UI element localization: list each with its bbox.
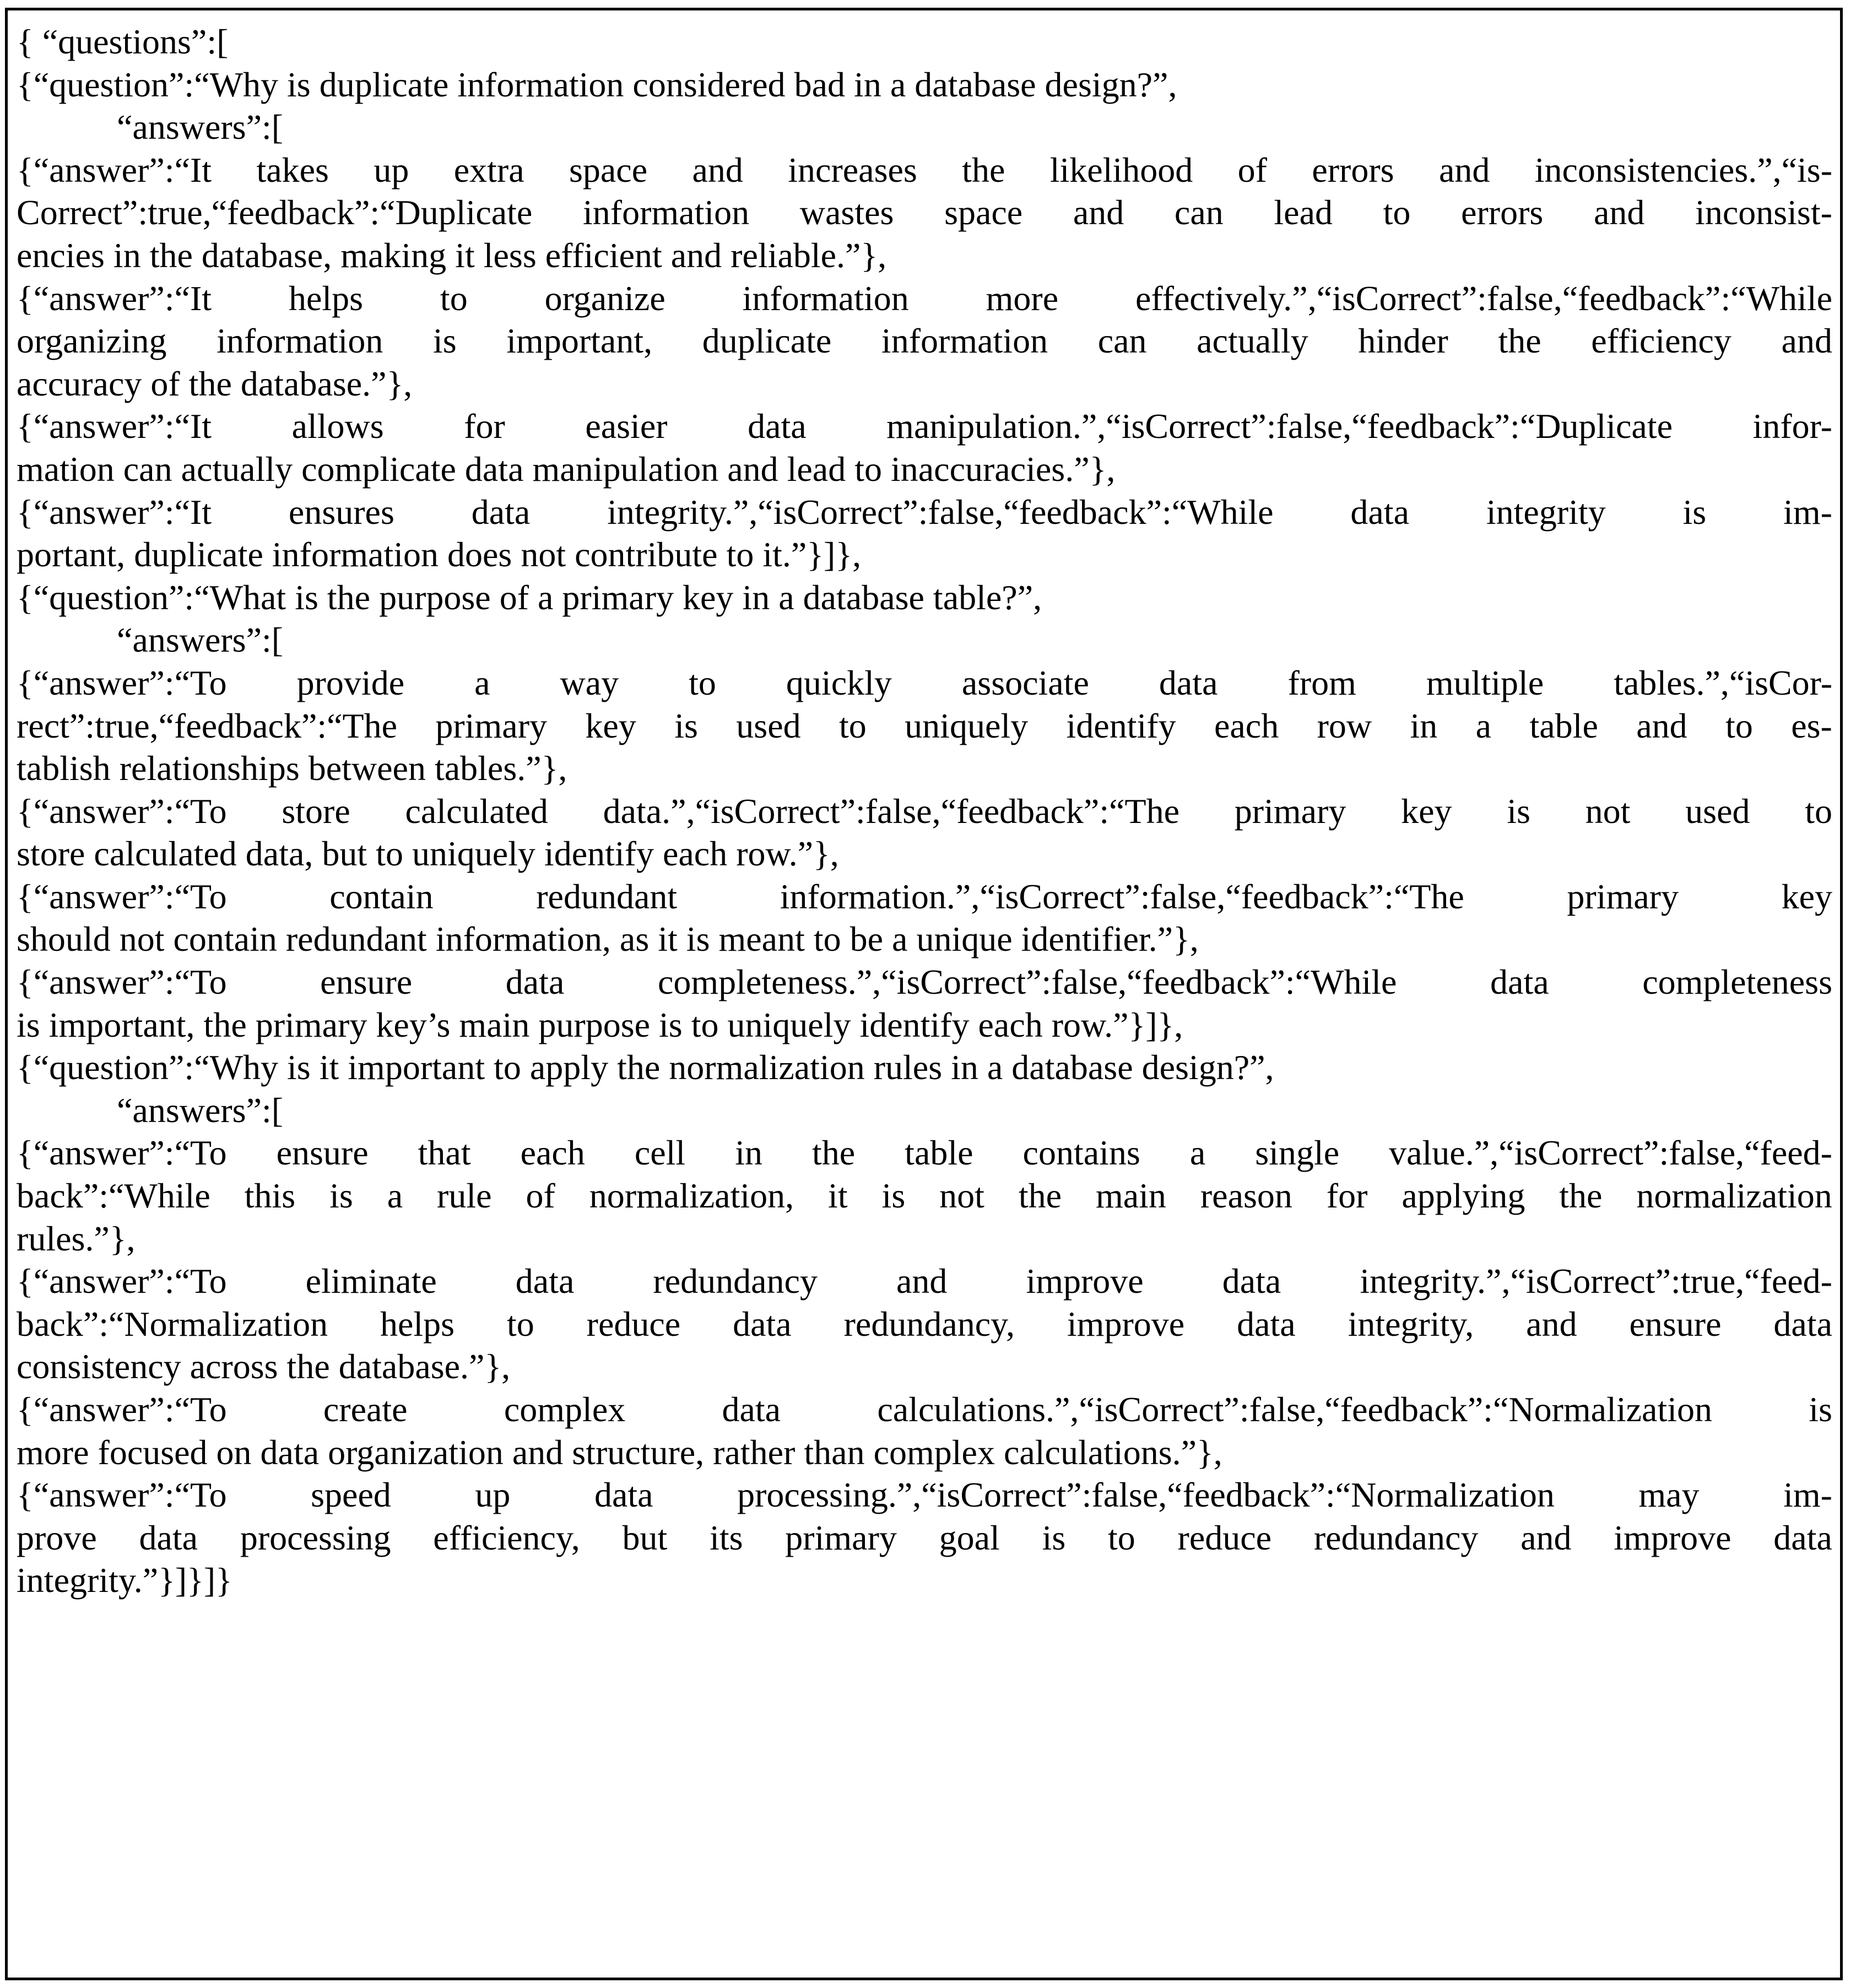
code-token: information	[217, 321, 383, 361]
code-token: manipulation.”,“isCorrect”:false,“feedback”:“Duplicate	[886, 407, 1673, 446]
code-line: {“question”:“What is the purpose of a primary key in a database table?”,	[17, 577, 1042, 617]
code-token: reduce	[586, 1304, 681, 1344]
code-line: “answers”:[	[117, 107, 284, 147]
code-token: and	[692, 150, 743, 189]
code-token: speed	[311, 1475, 391, 1515]
code-token: {“answer”:“It	[17, 150, 212, 189]
code-token: of	[526, 1176, 555, 1216]
code-token: is	[1682, 492, 1707, 532]
code-token: processing.”,“isCorrect”:false,“feedback”:“Normalization	[737, 1475, 1555, 1515]
code-token: processing	[240, 1518, 391, 1557]
code-token: helps	[288, 278, 364, 318]
code-token: data	[471, 492, 531, 532]
code-token: {“answer”:“To	[17, 1475, 227, 1515]
code-token: used	[1685, 791, 1750, 831]
code-token: table	[1529, 706, 1598, 745]
code-token: data.”,“isCorrect”:false,“feedback”:“The	[603, 791, 1180, 831]
code-token: and	[1073, 193, 1124, 232]
code-token: and	[1781, 321, 1832, 361]
code-line: {“question”:“Why is it important to apply the normalization rules in a database design?”,	[17, 1048, 1274, 1087]
code-line	[17, 491, 1832, 534]
code-token: primary	[785, 1518, 897, 1557]
code-token: in	[1410, 706, 1438, 745]
code-token: primary	[1567, 876, 1679, 916]
code-token: information	[582, 193, 750, 232]
code-token: it	[828, 1176, 848, 1216]
code-token: way	[560, 663, 619, 702]
code-token: the	[811, 1133, 856, 1173]
code-token: information	[881, 321, 1048, 361]
code-line: encies in the database, making it less efficient and reliable.”},	[17, 235, 887, 275]
code-token: {“answer”:“To	[17, 791, 227, 831]
code-token: important,	[506, 321, 653, 361]
code-token: main	[1095, 1176, 1166, 1216]
code-line	[17, 875, 1832, 918]
code-token: prove	[17, 1518, 97, 1557]
code-token: a	[474, 663, 490, 702]
code-token: row	[1317, 706, 1372, 745]
code-token: the	[962, 150, 1005, 189]
code-token: normalization	[1636, 1176, 1832, 1216]
code-token: efficiency	[1591, 321, 1731, 361]
code-token: completeness.”,“isCorrect”:false,“feedback”:“While	[657, 962, 1397, 1002]
code-token: errors	[1461, 193, 1544, 232]
code-line	[17, 1174, 1832, 1217]
code-token: for	[1326, 1176, 1368, 1216]
code-token: data	[1490, 962, 1549, 1002]
code-token: {“answer”:“To	[17, 962, 227, 1002]
code-token: wastes	[799, 193, 894, 232]
code-token: {“answer”:“To	[17, 1133, 227, 1173]
code-token: and	[1520, 1518, 1572, 1557]
code-token: reason	[1200, 1176, 1292, 1216]
code-token: Correct”:true,“feedback”:“Duplicate	[17, 193, 533, 232]
code-token: provide	[296, 663, 405, 702]
code-token: to	[1805, 791, 1832, 831]
code-token: redundancy	[1313, 1518, 1479, 1557]
code-token: redundancy,	[843, 1304, 1015, 1344]
code-token: ensures	[288, 492, 394, 532]
code-token: and	[1636, 706, 1687, 745]
code-token: to	[1383, 193, 1411, 232]
code-line: should not contain redundant information, as it is meant to be a unique identifier.”},	[17, 919, 1199, 959]
code-token: tables.”,“isCor-	[1614, 663, 1832, 702]
code-token: lead	[1274, 193, 1333, 232]
code-line	[17, 1303, 1832, 1346]
code-token: integrity	[1486, 492, 1606, 532]
code-token: not	[1585, 791, 1631, 831]
code-token: its	[710, 1518, 743, 1557]
code-token: of	[1237, 150, 1267, 189]
code-token: to	[440, 278, 468, 318]
code-line: integrity.”}]}]}	[17, 1561, 232, 1600]
code-token: to	[689, 663, 716, 702]
code-token: improve	[1026, 1261, 1144, 1301]
code-line	[17, 1474, 1832, 1516]
code-token: is	[432, 321, 457, 361]
code-token: eliminate	[305, 1261, 437, 1301]
code-token: key	[585, 706, 636, 745]
code-line: store calculated data, but to uniquely identify each row.”},	[17, 834, 839, 874]
code-token: data	[748, 407, 807, 446]
code-line	[17, 1388, 1832, 1431]
code-token: identify	[1066, 706, 1176, 745]
code-token: is	[881, 1176, 906, 1216]
code-token: integrity.”,“isCorrect”:false,“feedback”:“While	[607, 492, 1274, 532]
code-token: efficiency,	[433, 1518, 580, 1557]
code-token: that	[418, 1133, 471, 1173]
code-token: primary	[435, 706, 548, 745]
code-token: this	[244, 1176, 296, 1216]
code-token: key	[1781, 876, 1832, 916]
code-line	[17, 191, 1832, 234]
code-token: applying	[1402, 1176, 1525, 1216]
code-token: allows	[291, 407, 384, 446]
code-listing-frame	[5, 8, 1843, 1980]
code-token: a	[1475, 706, 1492, 745]
code-token: likelihood	[1049, 150, 1193, 189]
code-token: cell	[634, 1133, 686, 1173]
code-token: more	[986, 278, 1059, 318]
code-token: is	[329, 1176, 353, 1216]
code-token: from	[1287, 663, 1356, 702]
code-token: redundant	[536, 876, 678, 916]
code-token: errors	[1312, 150, 1394, 189]
code-listing-body	[17, 20, 1832, 1602]
code-token: calculations.”,“isCorrect”:false,“feedback”:“Normalization	[877, 1390, 1712, 1429]
code-token: information.”,“isCorrect”:false,“feedback”:“The	[780, 876, 1464, 916]
code-token: data	[733, 1304, 792, 1344]
code-token: goal	[939, 1518, 1000, 1557]
code-token: back”:“Normalization	[17, 1304, 328, 1344]
code-token: but	[622, 1518, 668, 1557]
code-token: data	[1159, 663, 1218, 702]
code-line: more focused on data organization and structure, rather than complex calculations.”},	[17, 1432, 1222, 1472]
code-token: and	[1438, 150, 1490, 189]
code-line: “answers”:[	[117, 1090, 284, 1130]
code-token: ensure	[276, 1133, 369, 1173]
code-token: data	[594, 1475, 653, 1515]
code-token: key	[1401, 791, 1452, 831]
code-token: to	[838, 706, 867, 745]
code-token: takes	[256, 150, 329, 189]
code-token: redundancy	[653, 1261, 818, 1301]
code-token: can	[1174, 193, 1224, 232]
code-line: portant, duplicate information does not contribute to it.”}]},	[17, 535, 862, 575]
code-token: {“answer”:“To	[17, 663, 227, 702]
code-token: duplicate	[702, 321, 832, 361]
code-token: to	[1108, 1518, 1135, 1557]
code-token: may	[1638, 1475, 1700, 1515]
code-line: {“question”:“Why is duplicate information considered bad in a database design?”,	[17, 64, 1177, 104]
code-token: data	[1237, 1304, 1296, 1344]
code-line	[17, 1131, 1832, 1174]
code-token: is	[1042, 1518, 1066, 1557]
code-token: effectively.”,“isCorrect”:false,“feedback”:“While	[1135, 278, 1832, 318]
code-token: store	[282, 791, 350, 831]
code-line: rules.”},	[17, 1218, 136, 1258]
code-token: extra	[453, 150, 524, 189]
code-token: data	[139, 1518, 198, 1557]
code-token: {“answer”:“It	[17, 492, 212, 532]
code-line	[17, 790, 1832, 833]
code-token: increases	[788, 150, 917, 189]
code-token: actually	[1197, 321, 1308, 361]
code-token: improve	[1614, 1518, 1731, 1557]
code-token: integrity,	[1348, 1304, 1474, 1344]
code-token: up	[475, 1475, 511, 1515]
code-token: easier	[585, 407, 668, 446]
code-token: the	[1018, 1176, 1062, 1216]
code-token: multiple	[1426, 663, 1544, 702]
code-line	[17, 405, 1832, 448]
code-token: space	[944, 193, 1023, 232]
code-token: each	[1214, 706, 1279, 745]
code-token: a	[387, 1176, 403, 1216]
code-token: table	[905, 1133, 973, 1173]
code-token: {“answer”:“It	[17, 407, 212, 446]
code-token: integrity.”,“isCorrect”:true,“feed-	[1360, 1261, 1832, 1301]
code-token: rect”:true,“feedback”:“The	[17, 706, 398, 745]
code-token: hinder	[1358, 321, 1448, 361]
code-token: ensure	[1629, 1304, 1722, 1344]
code-token: and	[1593, 193, 1645, 232]
code-token: contain	[329, 876, 434, 916]
code-token: organizing	[17, 321, 167, 361]
code-token: completeness	[1642, 962, 1832, 1002]
code-token: infor-	[1752, 407, 1832, 446]
code-token: {“answer”:“To	[17, 876, 227, 916]
code-line	[17, 149, 1832, 192]
code-token: in	[735, 1133, 762, 1173]
code-token: data	[1773, 1518, 1832, 1557]
code-token: data	[722, 1390, 781, 1429]
code-token: contains	[1022, 1133, 1140, 1173]
code-token: data	[1222, 1261, 1281, 1301]
code-token: value.”,“isCorrect”:false,“feed-	[1389, 1133, 1832, 1173]
code-token: single	[1255, 1133, 1340, 1173]
code-token: up	[374, 150, 409, 189]
code-token: to	[1725, 706, 1753, 745]
code-token: uniquely	[905, 706, 1029, 745]
code-token: and	[896, 1261, 948, 1301]
code-token: improve	[1067, 1304, 1185, 1344]
code-token: rule	[437, 1176, 492, 1216]
code-token: organize	[544, 278, 665, 318]
code-token: back”:“While	[17, 1176, 210, 1216]
code-token: information	[742, 278, 909, 318]
code-token: can	[1097, 321, 1147, 361]
code-token: {“answer”:“To	[17, 1261, 227, 1301]
code-token: helps	[380, 1304, 455, 1344]
code-line	[17, 1516, 1832, 1559]
code-line	[17, 277, 1832, 320]
code-token: data	[1773, 1304, 1832, 1344]
code-token: is	[1507, 791, 1530, 831]
code-token: is	[674, 706, 698, 745]
code-token: not	[939, 1176, 984, 1216]
code-token: {“answer”:“It	[17, 278, 212, 318]
code-token: each	[520, 1133, 585, 1173]
code-token: to	[506, 1304, 534, 1344]
code-token: the	[1498, 321, 1541, 361]
code-line	[17, 705, 1832, 747]
code-token: normalization,	[589, 1176, 794, 1216]
code-token: im-	[1783, 492, 1832, 532]
code-token: quickly	[786, 663, 892, 702]
code-token: ensure	[320, 962, 413, 1002]
code-line	[17, 319, 1832, 362]
code-token: calculated	[405, 791, 548, 831]
code-line: accuracy of the database.”},	[17, 364, 413, 403]
code-token: for	[464, 407, 505, 446]
code-line: { “questions”:[	[17, 22, 229, 61]
code-line	[17, 1260, 1832, 1303]
code-token: create	[323, 1390, 408, 1429]
code-line: is important, the primary key’s main purpose is to uniquely identify each row.”}]},	[17, 1005, 1183, 1044]
code-token: the	[1559, 1176, 1603, 1216]
code-token: data	[515, 1261, 575, 1301]
code-token: es-	[1791, 706, 1832, 745]
code-line: consistency across the database.”},	[17, 1347, 511, 1386]
code-token: data	[505, 962, 565, 1002]
code-token: {“answer”:“To	[17, 1390, 227, 1429]
code-token: and	[1526, 1304, 1577, 1344]
code-token: inconsist-	[1695, 193, 1832, 232]
code-token: is	[1809, 1390, 1832, 1429]
code-token: complex	[504, 1390, 626, 1429]
code-token: primary	[1234, 791, 1346, 831]
code-token: a	[1189, 1133, 1206, 1173]
code-token: space	[569, 150, 648, 189]
code-token: used	[736, 706, 801, 745]
code-token: associate	[961, 663, 1089, 702]
code-token: inconsistencies.”,“is-	[1534, 150, 1832, 189]
code-line: mation can actually complicate data manipulation and lead to inaccuracies.”},	[17, 449, 1116, 489]
code-line	[17, 961, 1832, 1004]
code-line: tablish relationships between tables.”},	[17, 749, 567, 788]
code-line	[17, 662, 1832, 705]
code-line: “answers”:[	[117, 620, 284, 660]
code-token: data	[1350, 492, 1409, 532]
code-token: im-	[1783, 1475, 1832, 1515]
code-token: reduce	[1177, 1518, 1272, 1557]
